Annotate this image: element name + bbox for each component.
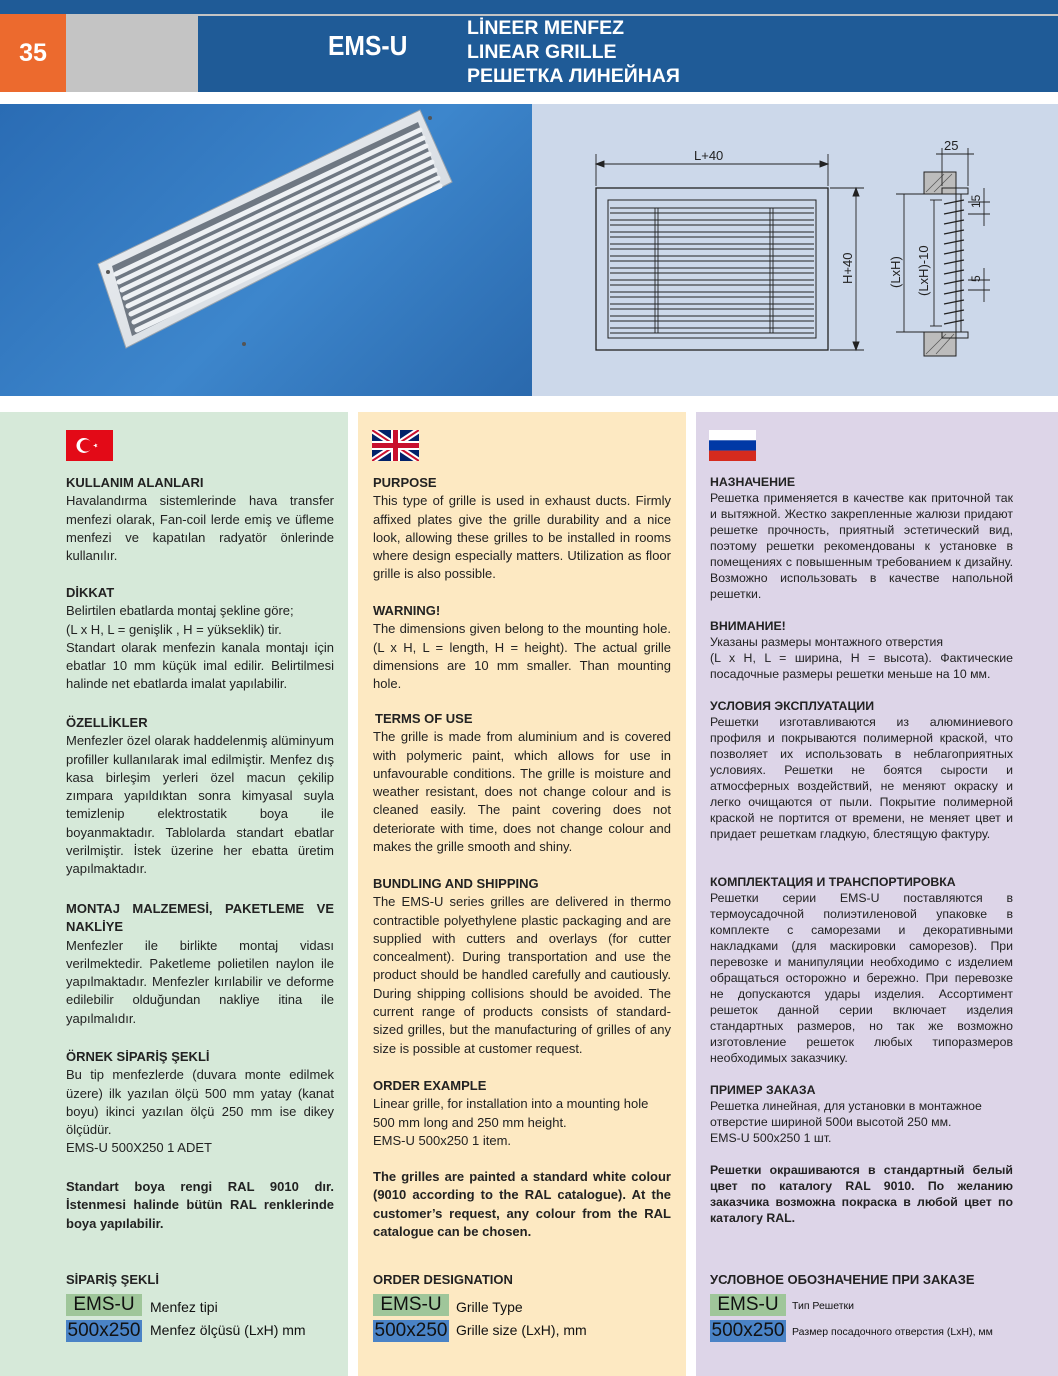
ru-terms-heading: УСЛОВИЯ ЭКСПЛУАТАЦИИ: [710, 699, 875, 713]
ru-purpose-text: Решетка применяется в качестве как приточной так и вытяжной. Жестко закрепленные жалюзи придают решетке прочность, приятный эстетический вид, поэтому решетки рекомендованы к установке в помещениях с повышенным требованием к дизайну. Возможно использовать в качестве напольной решетки.: [710, 491, 1013, 601]
tr-features-text: Menfezler özel olarak haddelenmiş alüminyum profiller kullanılarak imal edilmiştir. Menfez dış kasa birleşim yerleri özel macun çekilip zımpara yapıldıktan sonra kimyasal suyla temizlenip elektrostatik boya ile boyanmaktadır. Tablolarda standart ebatlar verilmiştir. İstek üzerine her ebatta üretim yapılmaktadır.: [66, 733, 334, 877]
uk-flag-icon: [372, 430, 419, 461]
ru-bundling-heading: КОМПЛЕКТАЦИЯ И ТРАНСПОРТИРОВКА: [710, 875, 956, 889]
en-terms-section: [373, 710, 671, 856]
tr-usage-section: [66, 474, 334, 565]
en-purpose-heading: PURPOSE: [373, 475, 437, 490]
en-warning-section: [373, 602, 671, 693]
ru-order-size-code: 500x250: [711, 1320, 785, 1341]
en-order-type-code: EMS-U: [373, 1294, 449, 1316]
tr-attention-text: Standart olarak menfezin kanala montajı için ebatlar 10 mm küçük imal edilir. Belirtilmesi halinde net ebatlarda imalat yapılabilir.: [66, 639, 334, 692]
en-order-type-label: Grille Type: [456, 1299, 523, 1315]
ru-example-heading: ПРИМЕР ЗАКАЗА: [710, 1083, 816, 1097]
column-turkish: [0, 412, 348, 1376]
tr-example-code: EMS-U 500X250 1 ADET: [66, 1140, 212, 1156]
ru-warning-text: (L x H, L = ширина, H = высота). Фактические посадочные размеры решетки меньше на 10 мм.: [710, 651, 1013, 681]
dim-5-label: 5: [969, 275, 983, 282]
tr-mounting-heading: MONTAJ MALZEMESİ, PAKETLEME VE NAKLİYE: [66, 901, 334, 935]
dimension-drawing: [532, 104, 1058, 396]
ru-terms-section: [710, 698, 1013, 842]
product-photo: [0, 104, 532, 396]
tr-order-type-label: Menfez tipi: [150, 1299, 218, 1315]
ru-order-size-label: Размер посадочного отверстия (LxH), мм: [792, 1326, 993, 1338]
ru-paint-section: [710, 1162, 1013, 1226]
ru-bundling-section: [710, 874, 1013, 1066]
ru-purpose-heading: НАЗНАЧЕНИЕ: [710, 475, 796, 489]
tr-attention-section: [66, 584, 334, 694]
en-bundling-section: [373, 875, 671, 1058]
page-number: 35: [0, 14, 66, 92]
ru-example-section: [710, 1082, 1013, 1146]
ru-paint-text: Решетки окрашиваются в стандартный белый цвет по каталогу RAL 9010. По желанию заказчика возможна покраска в любой цвет по каталогу RAL.: [710, 1163, 1013, 1225]
lxh-dim-label: (LxH): [888, 256, 903, 288]
en-bundling-heading: BUNDLING AND SHIPPING: [373, 876, 539, 891]
en-terms-heading: TERMS OF USE: [375, 711, 473, 726]
product-titles: [467, 16, 680, 88]
technical-drawing: [532, 104, 1058, 396]
tr-example-heading: ÖRNEK SİPARİŞ ŞEKLİ: [66, 1049, 210, 1064]
en-warning-text: The dimensions given belong to the mounting hole. (L x H, L = length, H = height). The actual grille dimensions are 10 mm smaller. Than mounting hole.: [373, 621, 671, 692]
tr-order-heading: SİPARİŞ ŞEKLİ: [66, 1272, 159, 1287]
en-example-heading: ORDER EXAMPLE: [373, 1078, 487, 1093]
ru-terms-text: Решетки изготавливаются из алюминиевого профиля и покрываются полимерной краской, что позволяет их использовать в неблагоприятных условиях. Решетки не боятся сырости и атмосферных воздействий, не меняют окраску и легко очищаются от пыли. Покрытие полимерной краской не портится от времени, не меняет цвет и придает решеткам гладкую, блестящую фактуру.: [710, 715, 1013, 841]
ru-order-type-code: EMS-U: [710, 1294, 786, 1316]
ru-example-text: Решетка линейная, для установки в монтажное отверстие шириной 500и высотой 250 мм.: [710, 1099, 982, 1129]
tr-features-section: [66, 714, 334, 879]
turkey-flag-icon: [66, 430, 113, 461]
en-order-heading: ORDER DESIGNATION: [373, 1272, 513, 1287]
ru-warning-section: [710, 618, 1013, 682]
tr-paint-text: Standart boya rengi RAL 9010 dır. İstenmesi halinde bütün RAL renklerinde boya yapılabilir.: [66, 1179, 334, 1231]
column-english: [358, 412, 686, 1376]
depth-dim-label: 25: [944, 138, 959, 153]
en-terms-text: The grille is made from aluminium and is covered with polymeric paint, which allows for use in unfavourable conditions. The grille is moisture and weather resistant, does not change colour and is cleaned easily. The paint covering does not deteriorate with time, does not change colour and makes the grille smooth and shiny.: [373, 729, 671, 855]
grille-photo-illustration: [0, 104, 532, 396]
tr-order-size-code: 500x250: [67, 1320, 141, 1341]
en-paint-text: The grilles are painted a standard white colour (9010 according to the RAL catalogue). At the customer’s request, any colour from the RAL catalogue can be chosen.: [373, 1169, 671, 1239]
ru-example-code: EMS-U 500x250 1 шт.: [710, 1131, 832, 1145]
tr-attention-line1: Belirtilen ebatlarda montaj şekline göre;: [66, 603, 294, 619]
ru-purpose-section: [710, 474, 1013, 602]
tr-order-type-code: EMS-U: [66, 1294, 142, 1316]
en-example-code: EMS-U 500x250 1 item.: [373, 1132, 512, 1148]
tr-usage-text: Havalandırma sistemlerinde hava transfer menfezi olarak, Fan-coil lerde emiş ve üfleme menfezi ve kapatılan radyatör önlerinde kullanılır.: [66, 493, 334, 564]
tr-attention-heading: DİKKAT: [66, 585, 115, 600]
model-name: EMS-U: [328, 30, 408, 61]
title-ru: РЕШЕТКА ЛИНЕЙНАЯ: [467, 65, 680, 87]
tr-mounting-text: Menfezler ile birlikte montaj vidası verilmektedir. Paketleme polietilen naylon ile yapılmaktadır. Menfezler kırılabilir ve deforme edilebilir olduğundan nakliye itina ile yapılmalıdır.: [66, 937, 334, 1026]
en-example-section: [373, 1077, 671, 1150]
ru-order-type-label: Тип Решетки: [792, 1300, 854, 1312]
column-russian: [696, 412, 1058, 1376]
tr-paint-section: [66, 1178, 334, 1233]
ru-warning-line1: Указаны размеры монтажного отверстия: [710, 635, 944, 649]
en-order-size-code: 500x250: [374, 1320, 448, 1341]
en-warning-heading: WARNING!: [373, 603, 441, 618]
en-paint-section: [373, 1168, 671, 1241]
ru-bundling-text: Решетки серии EMS-U поставляются в термоусадочной полиэтиленовой упаковке в комплекте с саморезами и декоративными накладками (для маскировки саморезов). При перевозке и манипуляции необходимо с изделием обращаться осторожно и бережно. При перевозке не допускаются удары изделия. Ассортимент решеток данной серии включает изделия стандартных размеров, но так же возможно изготовление решеток любых типоразмеров необходимых заказчику.: [710, 891, 1013, 1065]
tr-attention-line2: (L x H, L = genişlik , H = yükseklik) tir.: [66, 621, 282, 637]
tr-features-heading: ÖZELLİKLER: [66, 715, 148, 730]
tr-usage-heading: KULLANIM ALANLARI: [66, 475, 204, 490]
header-gray-block: [66, 14, 198, 92]
ru-warning-heading: ВНИМАНИЕ!: [710, 619, 786, 633]
en-purpose-text: This type of grille is used in exhaust ducts. Firmly affixed plates give the grille durability and a nice look, allowing these grilles to be installed in rooms where design especially matters. Utilization as floor grille is also possible.: [373, 493, 671, 582]
dim-15-label: 15: [969, 194, 983, 208]
en-order-size-label: Grille size (LxH), mm: [456, 1322, 587, 1338]
tr-example-text: Bu tip menfezlerde (duvara monte edilmek üzere) ilk yazılan ölçü 500 mm yatay (kanat boyu) ikinci yazılan ölçü 250 mm ise dikey ölçüdür.: [66, 1067, 334, 1138]
tr-example-section: [66, 1048, 334, 1158]
ru-order-heading: УСЛОВНОЕ ОБОЗНАЧЕНИЕ ПРИ ЗАКАЗЕ: [710, 1272, 975, 1287]
en-example-text: Linear grille, for installation into a mounting hole 500 mm long and 250 mm height.: [373, 1096, 649, 1130]
russia-flag-icon: [709, 430, 756, 461]
title-en: LINEAR GRILLE: [467, 41, 617, 63]
en-purpose-section: [373, 474, 671, 584]
title-tr: LİNEER MENFEZ: [467, 17, 625, 39]
tr-mounting-section: [66, 900, 334, 1028]
width-dim-label: L+40: [694, 148, 724, 163]
en-bundling-text: The EMS-U series grilles are delivered in thermo contractible polyethylene plastic packaging and are supplied with cutters and overlays (for cutter concealment). During transportation and use the product should be handled carefully and cautiously. During shipping collisions should be avoided. The current range of products consists of standard-sized grilles, but the manufacturing of grilles of any size is possible at customer request.: [373, 894, 671, 1056]
height-dim-label: H+40: [840, 252, 855, 284]
tr-order-size-label: Menfez ölçüsü (LxH) mm: [150, 1322, 306, 1338]
lxh10-dim-label: (LxH)-10: [916, 245, 931, 296]
